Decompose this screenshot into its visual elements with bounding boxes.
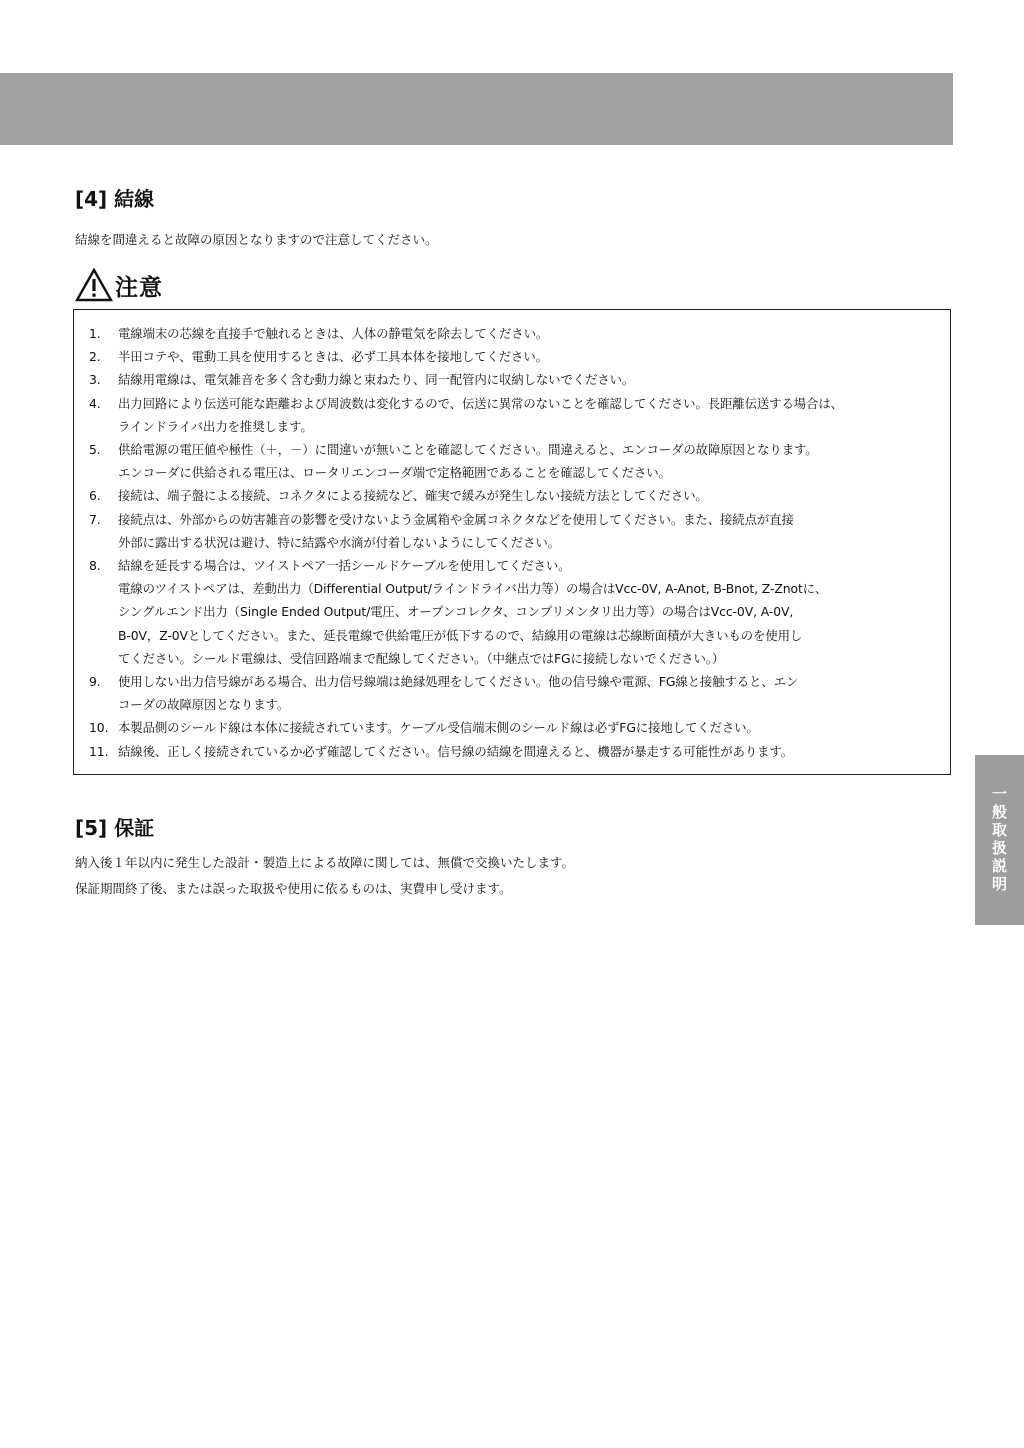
caution-item-line: ラインドライバ出力を推奨します。 (118, 418, 313, 434)
caution-item-line: 電線のツイストペアは、差動出力（Differential Output/ラインドライバ出力等）の場合はVcc-0V, A-Anot, B-Bnot, Z-Znotに、 (118, 581, 828, 597)
section-title-warranty: [5] 保証 (75, 816, 155, 840)
caution-item-line: シングルエンド出力（Single Ended Output/電圧、オープンコレクタ、コンプリメンタリ出力等）の場合はVcc-0V, A-0V, (118, 604, 794, 620)
caution-item-text (118, 670, 950, 716)
caution-item (74, 368, 950, 391)
caution-heading (75, 268, 163, 302)
caution-item-line: B-0V，Z-0Vとしてください。また、延長電線で供給電圧が低下するので、結線用の電線は芯線断面積が大きいものを使用し (118, 627, 803, 643)
caution-item-line: 使用しない出力信号線がある場合、出力信号線端は絶縁処理をしてください。他の信号線や電源、FG線と接触すると、エン (118, 674, 799, 690)
caution-item-text (118, 438, 950, 484)
caution-item-number: 7. (89, 511, 101, 527)
caution-item-text (118, 554, 950, 670)
caution-item (74, 438, 950, 484)
caution-item-text (118, 322, 950, 345)
caution-item-line: 半田コテや、電動工具を使用するときは、必ず工具本体を接地してください。 (118, 349, 548, 365)
caution-item (74, 716, 950, 739)
caution-item (74, 508, 950, 554)
caution-item-line: てください。シールド電線は、受信回路端まで配線してください。（中継点ではFGに接続しないでください。） (118, 650, 725, 666)
caution-item-number: 5. (89, 442, 101, 458)
caution-item (74, 322, 950, 345)
caution-item (74, 345, 950, 368)
caution-item-number: 4. (89, 395, 101, 411)
caution-item-text (118, 368, 950, 391)
caution-item-text (118, 484, 950, 507)
caution-item-text (118, 345, 950, 368)
caution-box (73, 309, 951, 775)
side-index-tab[interactable] (975, 755, 1024, 925)
caution-item-text (118, 508, 950, 554)
caution-item-line: コーダの故障原因となります。 (118, 697, 290, 713)
caution-item-line: 出力回路により伝送可能な距離および周波数は変化するので、伝送に異常のないことを確認してください。長距離伝送する場合は、 (118, 395, 843, 411)
caution-item-line: 接続は、端子盤による接続、コネクタによる接続など、確実で緩みが発生しない接続方法としてください。 (118, 488, 708, 504)
caution-item-number: 2. (89, 349, 101, 365)
caution-item (74, 740, 950, 763)
warranty-line: 納入後１年以内に発生した設計・製造上による故障に関しては、無償で交換いたします。 (75, 855, 575, 870)
caution-item-number: 10. (89, 720, 109, 736)
warning-icon (75, 268, 113, 302)
caution-item (74, 670, 950, 716)
caution-item (74, 484, 950, 507)
caution-item-line: 電線端末の芯線を直接手で触れるときは、人体の静電気を除去してください。 (118, 326, 549, 341)
caution-item-line: 外部に露出する状況は避け、特に結露や水滴が付着しないようにしてください。 (118, 534, 560, 550)
caution-item (74, 392, 950, 438)
caution-item (74, 554, 950, 670)
section-title-wiring: [4] 結線 (75, 187, 155, 211)
caution-item-line: 接続点は、外部からの妨害雑音の影響を受けないよう金属箱や金属コネクタなどを使用してください。また、接続点が直接 (118, 511, 794, 527)
caution-item-line: 結線を延長する場合は、ツイストペア一括シールドケーブルを使用してください。 (118, 558, 571, 574)
caution-item-line: 供給電源の電圧値や極性（＋，－）に間違いが無いことを確認してください。間違えると、エンコーダの故障原因となります。 (118, 442, 818, 458)
caution-item-number: 6. (89, 488, 101, 504)
caution-list (74, 310, 950, 763)
caution-item-number: 1. (89, 326, 101, 341)
caution-item-line: エンコーダに供給される電圧は、ロータリエンコーダ端で定格範囲であることを確認してください。 (118, 465, 671, 481)
warranty-line: 保証期間終了後、または誤った取扱や使用に依るものは、実費申し受けます。 (75, 881, 512, 896)
side-tab-label: 一般取扱説明 (990, 786, 1008, 894)
caution-item-text (118, 740, 950, 763)
caution-item-number: 11. (89, 743, 109, 759)
caution-item-text (118, 392, 950, 438)
caution-item-text (118, 716, 950, 739)
caution-item-line: 結線用電線は、電気雑音を多く含む動力線と束ねたり、同一配管内に収納しないでください。 (118, 372, 635, 388)
caution-label: 注意 (115, 274, 163, 301)
caution-item-number: 3. (89, 372, 101, 388)
caution-item-number: 8. (89, 558, 101, 574)
caution-item-line: 結線後、正しく接続されているか必ず確認してください。信号線の結線を間違えると、機器が暴走する可能性があります。 (118, 743, 793, 759)
header-band (0, 73, 953, 145)
caution-item-number: 9. (89, 674, 101, 690)
wiring-intro: 結線を間違えると故障の原因となりますので注意してください。 (75, 232, 438, 247)
caution-item-line: 本製品側のシールド線は本体に接続されています。ケーブル受信端末側のシールド線は必ずFGに接地してください。 (118, 720, 759, 736)
